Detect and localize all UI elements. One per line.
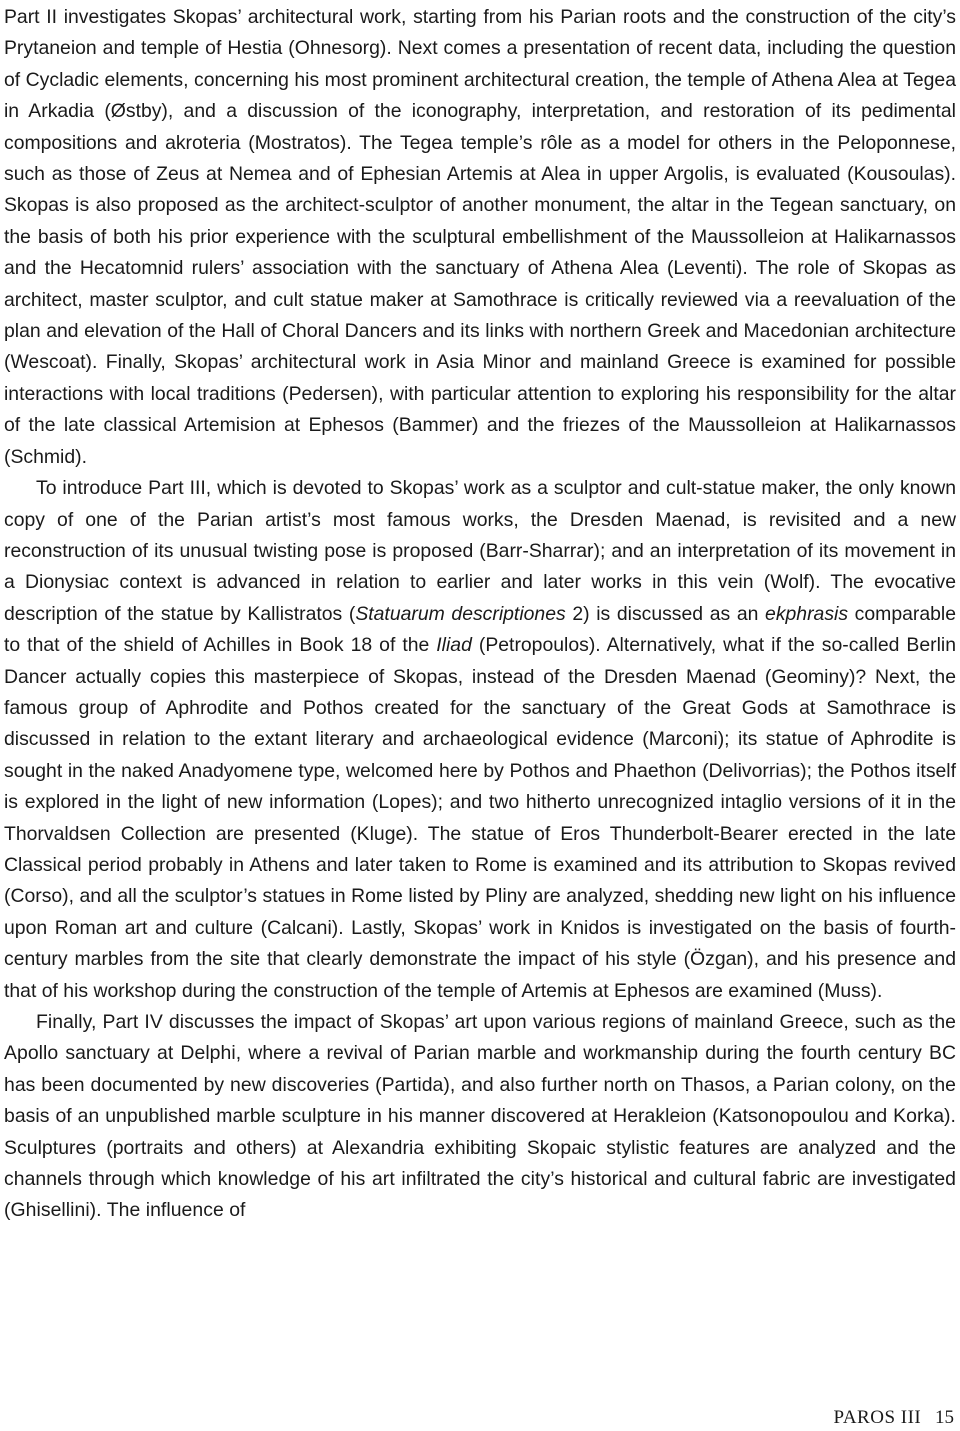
document-page [4, 2, 956, 1227]
italic-title: Statuarum descriptiones [355, 602, 566, 625]
paragraph-text: (Petropoulos). Alternatively, what if the so-called Berlin Dancer actually copies this masterpiece of Skopas, instead of the Dresden Maenad (Geominy)? Next, the famous group of Aphrodite and Pothos created for the sanctuary of the Great Gods at Samothrace is discussed in relation to the extant literary and archaeological evidence (Marconi); its statue of Aphrodite is sought in the naked Anadyomene type, welcomed here by Pothos and Phaethon (Delivorrias); the Pothos itself is explored in the light of new information (Lopes); and two hitherto unrecognized intaglio versions of it in the Thorvaldsen Collection are presented (Kluge). The statue of Eros Thunderbolt-Bearer erected in the late Classical period probably in Athens and later taken to Rome is examined and its attribution to Skopas revived (Corso), and all the sculptor’s statues in Rome listed by Pliny are analyzed, shedding new light on his influence upon Roman art and culture (Calcani). Lastly, Skopas’ work in Knidos is investigated on the basis of fourth-century marbles from the site that clearly demonstrate the impact of his style (Özgan), and his presence and that of his workshop during the construction of the temple of Artemis at Ephesos are examined (Muss). [4, 634, 956, 1002]
paragraph-text: comparable to that of the shield of Achilles in Book 18 of the [4, 602, 957, 657]
italic-term: ekphrasis [765, 602, 849, 625]
italic-title: Iliad [436, 634, 472, 657]
paragraph-text: Finally, Part IV discusses the impact of Skopas’ art upon various regions of mainland Greece, such as the Apollo sanctuary at Delphi, where a revival of Parian marble and workmanship during the fourth century BC has been documented by new discoveries (Partida), and also further north on Thasos, a Parian colony, on the basis of an unpublished marble sculpture in his manner discovered at Herakleion (Katsonopoulou and Korka). Sculptures (portraits and others) at Alexandria exhibiting Skopaic stylistic features are analyzed and the channels through which knowledge of his art infiltrated the city’s historical and cultural fabric are investigated (Ghisellini). The influence of [4, 1011, 956, 1222]
paragraph-text: Part II investigates Skopas’ architectural work, starting from his Parian roots and the construction of the city’s Prytaneion and temple of Hestia (Ohnesorg). Next comes a presentation of recent data, including the question of Cycladic elements, concerning his most prominent architectural creation, the temple of Athena Alea at Tegea in Arkadia (Østby), and a discussion of the iconography, interpretation, and restoration of its pedimental compositions and akroteria (Mostratos). The Tegea temple’s rôle as a model for others in the Peloponnese, such as those of Zeus at Nemea and of Ephesian Artemis at Alea in upper Argolis, is evaluated (Kousoulas). Skopas is also proposed as the architect-sculptor of another monument, the altar in the Tegean sanctuary, on the basis of both his prior experience with the sculptural embellishment of the Maussolleion at Halikarnassos and the Hecatomnid rulers’ association with the sanctuary of Athena Alea (Leventi). The role of Skopas as architect, master sculptor, and cult statue maker at Samothrace is critically reviewed via a reevaluation of the plan and elevation of the Hall of Choral Dancers and its links with northern Greek and Macedonian architecture (Wescoat). Finally, Skopas’ architectural work in Asia Minor and mainland Greece is examined for possible interactions with local traditions (Pedersen), with particular attention to exploring his responsibility for the altar of the late classical Artemision at Ephesos (Bammer) and the friezes of the Maussolleion at Halikarnassos (Schmid). [4, 6, 956, 468]
paragraph-text: 2) is discussed as an [565, 602, 766, 625]
page-footer [834, 1407, 955, 1429]
page-number: 15 [935, 1407, 954, 1428]
journal-title: PAROS III [833, 1407, 922, 1428]
paragraph-part-4 [4, 1007, 956, 1227]
paragraph-part-3 [4, 473, 956, 1007]
paragraph-part-2 [4, 2, 956, 473]
paragraph-text: To introduce Part III, which is devoted to Skopas’ work as a sculptor and cult-statue maker, the only known copy of one of the Parian artist’s most famous works, the Dresden Maenad, is revisited and a new reconstruction of its unusual twisting pose is proposed (Barr-Sharrar); and an interpretation of its movement in a Dionysiac context is advanced in relation to earlier and later works in this vein (Wolf). The evocative description of the statue by Kallistratos ( [4, 477, 956, 625]
